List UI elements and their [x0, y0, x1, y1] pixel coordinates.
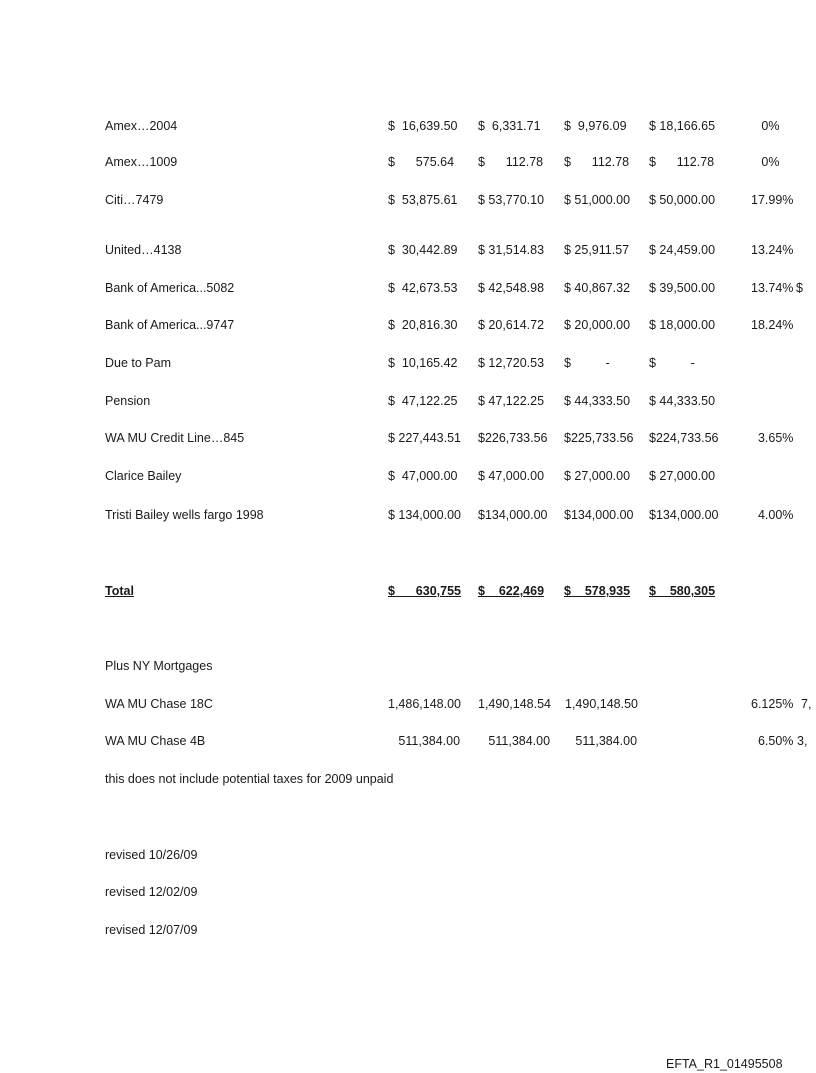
account-row	[0, 506, 816, 524]
amount-col-2: $ 47,122.25	[478, 394, 545, 408]
amount-col-4: $ 18,000.00	[649, 318, 716, 332]
truncated-value: 7,	[801, 697, 812, 711]
account-label: Clarice Bailey	[105, 469, 182, 483]
amount-col-4: $ -	[649, 356, 695, 370]
account-label: Tristi Bailey wells fargo 1998	[105, 508, 264, 522]
amount-col-3: $ 44,333.50	[564, 394, 631, 408]
amount-col-3: $ 27,000.00	[564, 469, 631, 483]
amount-col-2: $ 47,000.00	[478, 469, 545, 483]
amount-col-4: $ 50,000.00	[649, 193, 716, 207]
mortgage-col-3: 1,490,148.50	[565, 697, 638, 711]
interest-rate: 0%	[751, 155, 780, 169]
amount-col-1: $ 10,165.42	[388, 356, 458, 370]
truncated-value: 3,	[797, 734, 808, 748]
amount-col-1: $ 47,000.00	[388, 469, 458, 483]
amount-col-3: $ 51,000.00	[564, 193, 631, 207]
amount-col-4: $ 39,500.00	[649, 281, 716, 295]
amount-col-2: $226,733.56	[478, 431, 548, 445]
amount-col-1: $ 20,816.30	[388, 318, 458, 332]
account-label: Amex…2004	[105, 119, 178, 133]
mortgage-col-2: 1,490,148.54	[478, 697, 551, 711]
interest-rate: 13.24%	[751, 243, 794, 257]
mortgage-rate: 6.125%	[751, 697, 794, 711]
amount-col-2: $ 20,614.72	[478, 318, 545, 332]
total-col-2: $ 622,469	[478, 584, 545, 598]
interest-rate: 17.99%	[751, 193, 794, 207]
mortgage-col-1: 511,384.00	[388, 734, 461, 748]
mortgages-heading: Plus NY Mortgages	[105, 659, 213, 673]
mortgage-col-3: 511,384.00	[565, 734, 638, 748]
mortgage-row	[0, 732, 816, 750]
interest-rate: 4.00%	[751, 508, 794, 522]
amount-col-1: $ 53,875.61	[388, 193, 458, 207]
document-id: EFTA_R1_01495508	[666, 1057, 783, 1071]
interest-rate: 0%	[751, 119, 780, 133]
total-row	[0, 582, 816, 600]
mortgage-label: WA MU Chase 18C	[105, 697, 213, 711]
amount-col-3: $ 9,976.09	[564, 119, 627, 133]
amount-col-2: $ 53,770.10	[478, 193, 545, 207]
amount-col-3: $225,733.56	[564, 431, 634, 445]
account-label: Bank of America...5082	[105, 281, 235, 295]
amount-col-4: $ 27,000.00	[649, 469, 716, 483]
amount-col-2: $ 112.78	[478, 155, 544, 169]
account-row	[0, 467, 816, 485]
account-label: Amex…1009	[105, 155, 178, 169]
account-label: United…4138	[105, 243, 182, 257]
amount-col-4: $ 44,333.50	[649, 394, 716, 408]
account-label: Pension	[105, 394, 151, 408]
tax-note: this does not include potential taxes for 2009 unpaid	[105, 772, 394, 786]
amount-col-4: $134,000.00	[649, 508, 719, 522]
account-row	[0, 354, 816, 372]
mortgage-row	[0, 695, 816, 713]
amount-col-4: $ 112.78	[649, 155, 715, 169]
amount-col-1: $ 30,442.89	[388, 243, 458, 257]
amount-col-1: $ 575.64	[388, 155, 455, 169]
amount-col-1: $ 227,443.51	[388, 431, 461, 445]
total-label: Total	[105, 584, 134, 598]
account-label: Due to Pam	[105, 356, 172, 370]
amount-col-2: $ 6,331.71	[478, 119, 541, 133]
account-row	[0, 429, 816, 447]
revision-note: revised 12/07/09	[105, 923, 198, 937]
amount-col-4: $ 24,459.00	[649, 243, 716, 257]
account-row	[0, 392, 816, 410]
account-row	[0, 117, 816, 135]
total-col-1: $ 630,755	[388, 584, 461, 598]
amount-col-1: $ 16,639.50	[388, 119, 458, 133]
amount-col-2: $ 12,720.53	[478, 356, 545, 370]
account-label: Bank of America...9747	[105, 318, 235, 332]
amount-col-4: $ 18,166.65	[649, 119, 716, 133]
revision-note: revised 12/02/09	[105, 885, 198, 899]
interest-rate: 13.74%	[751, 281, 794, 295]
amount-col-4: $224,733.56	[649, 431, 719, 445]
amount-col-1: $ 42,673.53	[388, 281, 458, 295]
total-col-4: $ 580,305	[649, 584, 716, 598]
mortgage-col-1: 1,486,148.00	[388, 697, 461, 711]
amount-col-2: $134,000.00	[478, 508, 548, 522]
account-row	[0, 191, 816, 209]
amount-col-3: $ 40,867.32	[564, 281, 631, 295]
mortgage-label: WA MU Chase 4B	[105, 734, 206, 748]
amount-col-2: $ 31,514.83	[478, 243, 545, 257]
interest-rate: 3.65%	[751, 431, 794, 445]
amount-col-1: $ 134,000.00	[388, 508, 461, 522]
interest-rate: 18.24%	[751, 318, 794, 332]
account-row	[0, 316, 816, 334]
mortgage-col-2: 511,384.00	[478, 734, 551, 748]
amount-col-3: $134,000.00	[564, 508, 634, 522]
revision-note: revised 10/26/09	[105, 848, 198, 862]
total-col-3: $ 578,935	[564, 584, 631, 598]
amount-col-3: $ 112.78	[564, 155, 630, 169]
mortgage-rate: 6.50%	[751, 734, 794, 748]
account-label: WA MU Credit Line…845	[105, 431, 245, 445]
amount-col-1: $ 47,122.25	[388, 394, 458, 408]
account-label: Citi…7479	[105, 193, 164, 207]
account-row	[0, 241, 816, 259]
amount-col-3: $ -	[564, 356, 610, 370]
account-row	[0, 279, 816, 297]
amount-col-3: $ 25,911.57	[564, 243, 630, 257]
truncated-value: $	[796, 281, 803, 295]
amount-col-2: $ 42,548.98	[478, 281, 545, 295]
amount-col-3: $ 20,000.00	[564, 318, 631, 332]
account-row	[0, 153, 816, 171]
